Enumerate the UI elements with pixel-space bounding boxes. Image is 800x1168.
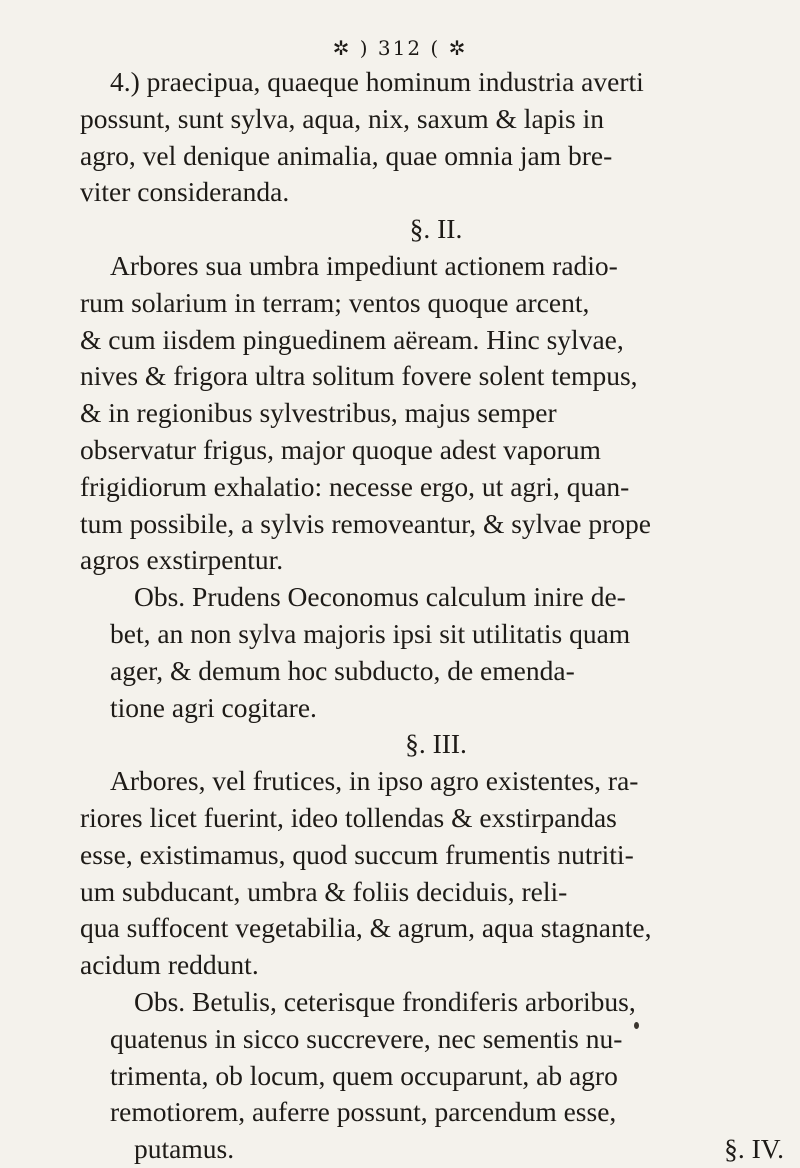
text-line: ager, & demum hoc subducto, de emenda- [110, 654, 575, 686]
text-line: nives & frigora ultra solitum fovere solent tempus, [80, 360, 638, 392]
text-line: & in regionibus sylvestribus, majus semper [80, 397, 557, 429]
text-line: acidum reddunt. [80, 949, 259, 981]
text-line: Obs. Betulis, ceterisque frondiferis arboribus, [134, 985, 636, 1017]
text-line: possunt, sunt sylva, aqua, nix, saxum & lapis in [80, 102, 605, 134]
page-header: ✲ ) 312 ( ✲ [332, 36, 468, 60]
text-line: esse, existimamus, quod succum frumentis nutriti- [80, 838, 634, 870]
text-line: observatur frigus, major quoque adest vaporum [80, 433, 601, 465]
text-line: frigidiorum exhalatio: necesse ergo, ut agri, quan- [80, 470, 630, 502]
text-line: Arbores, vel frutices, in ipso agro existentes, ra- [110, 765, 639, 797]
text-line: Obs. Prudens Oeconomus calculum inire de- [134, 581, 626, 613]
text-line: bet, an non sylva majoris ipsi sit utilitatis quam [110, 617, 631, 649]
section-heading-ii: §. II. [409, 213, 463, 245]
text-line: trimenta, ob locum, quem occuparunt, ab agro [110, 1059, 618, 1091]
text-line: um subducant, umbra & foliis deciduis, reli- [80, 875, 568, 907]
text-line: 4.) praecipua, quaeque hominum industria averti [110, 66, 644, 97]
ink-spot [634, 1022, 639, 1029]
text-line: riores licet fuerint, ideo tollendas & exstirpandas [80, 801, 617, 833]
text-line: rum solarium in terram; ventos quoque arcent, [80, 286, 590, 318]
text-line: & cum iisdem pinguedinem aëream. Hinc sylvae, [80, 323, 624, 355]
text-line: remotiorem, auferre possunt, parcendum esse, [110, 1096, 617, 1128]
text-line: tum possibile, a sylvis removeantur, & sylvae prope [80, 507, 651, 539]
text-line: viter consideranda. [80, 176, 290, 208]
catchword: §. IV. [724, 1133, 784, 1165]
text-line: tione agri cogitare. [110, 691, 317, 723]
page-text [80, 64, 792, 1168]
text-line: agro, vel denique animalia, quae omnia jam bre- [80, 139, 613, 171]
last-line [80, 1131, 792, 1168]
section-heading-iii: §. III. [405, 728, 467, 760]
text-line: Arbores sua umbra impediunt actionem radio- [110, 249, 618, 281]
text-line: agros exstirpentur. [80, 544, 284, 576]
text-line: qua suffocent vegetabilia, & agrum, aqua stagnante, [80, 912, 652, 944]
text-line: putamus. [134, 1133, 235, 1165]
text-line: quatenus in sicco succrevere, nec sementis nu- [110, 1022, 623, 1054]
